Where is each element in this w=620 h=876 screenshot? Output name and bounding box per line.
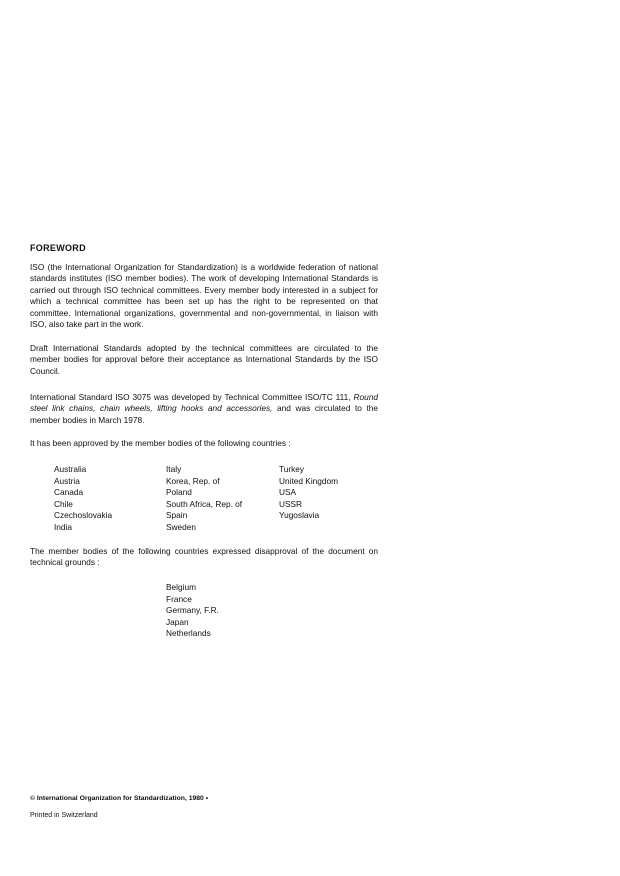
- country-item: Czechoslovakia: [54, 510, 113, 520]
- approved-countries-column-3: [279, 464, 338, 522]
- foreword-title: FOREWORD: [30, 243, 86, 253]
- country-item: Belgium: [166, 582, 196, 592]
- country-item: Spain: [166, 510, 188, 520]
- foreword-paragraph-standard: [30, 392, 378, 426]
- disapproved-countries-list: [166, 582, 219, 640]
- country-item: France: [166, 593, 192, 604]
- country-item: Austria: [54, 475, 80, 486]
- committee-title: Round steel link chains, chain wheels, lifting hooks and accessories,: [30, 392, 378, 414]
- standard-text-lead: International Standard ISO 3075 was developed by Technical Committee ISO/TC 111,: [30, 392, 354, 402]
- foreword-paragraph-iso: ISO (the International Organization for Standardization) is a worldwide federation of national standards institutes (ISO member bodies). The work of developing International Standards is carried out through ISO technical committees. Every member body interested in a subject for which a technical committee has been set up has the right to be represented on that committee. International organizations, governmental and non-governmental, in liaison with ISO, also take part in the work.: [30, 262, 378, 330]
- country-item: United Kingdom: [279, 475, 339, 486]
- country-item: India: [54, 521, 72, 532]
- country-item: Sweden: [166, 521, 196, 532]
- approved-countries-column-2: [166, 464, 242, 533]
- country-item: South Africa, Rep. of: [166, 498, 243, 509]
- country-item: Australia: [54, 464, 87, 474]
- country-item: Yugoslavia: [279, 510, 320, 520]
- country-item: Netherlands: [166, 628, 211, 638]
- disapproval-intro: The member bodies of the following countries expressed disapproval of the document on technical grounds :: [30, 546, 378, 568]
- standard-text-tail: and was circulated to the member bodies in March 1978.: [30, 403, 378, 425]
- country-item: Germany, F.R.: [166, 605, 219, 615]
- country-item: Japan: [166, 616, 189, 627]
- country-item: Italy: [166, 464, 182, 474]
- approved-countries-column-1: [54, 464, 112, 533]
- foreword-paragraph-drafts: Draft International Standards adopted by the technical committees are circulated to the member bodies for approval before their acceptance as International Standards by the ISO Council.: [30, 343, 378, 376]
- copyright-notice: © International Organization for Standardization, 1980 •: [30, 795, 209, 802]
- country-item: USSR: [279, 498, 303, 509]
- approval-intro: It has been approved by the member bodies of the following countries :: [30, 438, 291, 448]
- country-item: Canada: [54, 487, 84, 497]
- country-item: USA: [279, 487, 297, 497]
- country-item: Turkey: [279, 464, 305, 474]
- country-item: Korea, Rep. of: [166, 475, 220, 486]
- printed-location: Printed in Switzerland: [30, 812, 98, 819]
- country-item: Poland: [166, 487, 192, 497]
- country-item: Chile: [54, 498, 73, 509]
